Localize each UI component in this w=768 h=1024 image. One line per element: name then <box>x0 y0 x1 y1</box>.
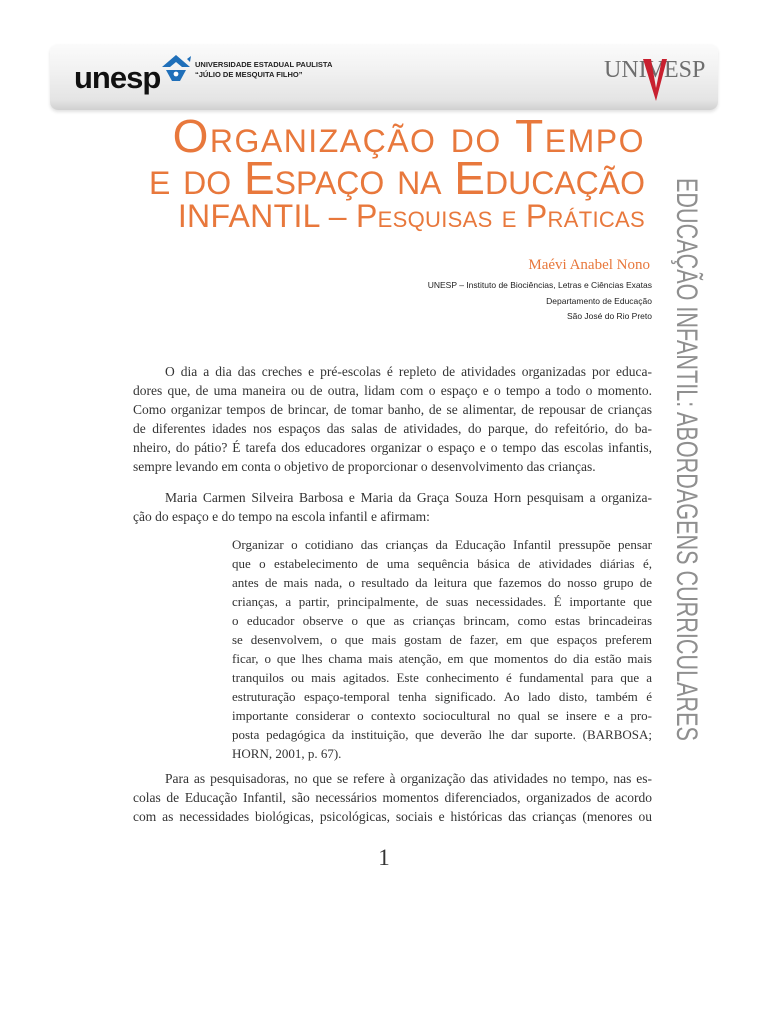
univesp-v-icon <box>642 56 668 102</box>
text-line: Para as pesquisadoras, no que se refere à organização das atividades no tempo, nas es- <box>165 771 652 786</box>
unesp-logo: unesp <box>74 60 161 95</box>
title-line: e do Espaço na Educação <box>149 152 645 204</box>
affiliation-line: São José do Rio Preto <box>566 311 652 321</box>
block-quote <box>232 535 652 763</box>
university-subtitle: “JÚLIO DE MESQUITA FILHO” <box>195 70 303 79</box>
unesp-mark-icon <box>160 53 192 83</box>
title-line: INFANTIL – Pesquisas e Práticas <box>177 198 645 234</box>
univesp-logo: UNIVESP <box>604 57 706 83</box>
quote-line: antes de mais nada, o resultado da leitura que fazemos do nosso grupo de <box>232 575 652 590</box>
text-line: Como organizar tempos de brincar, de tomar banho, de se alimentar, de repousar de crianças <box>133 402 652 417</box>
text-line: ção do espaço e do tempo na escola infantil e afirmam: <box>133 509 430 524</box>
author-affiliation <box>428 278 652 325</box>
text-line: sempre levando em conta o objetivo de proporcionar o desenvolvimento das crianças. <box>133 459 596 474</box>
quote-line: que o estabelecimento de uma sequência básica de atividades diárias é, <box>232 556 652 571</box>
quote-line: o educador observe o que as crianças brincam, como estas brincadeiras <box>232 613 652 628</box>
quote-line: estruturação espaço-temporal tenha significado. Ao lado disto, também é <box>232 689 652 704</box>
quote-line: importante considerar o contexto sociocultural no qual se insere e a pro- <box>232 708 652 723</box>
text-line: Maria Carmen Silveira Barbosa e Maria da Graça Souza Horn pesquisam a organiza- <box>165 490 652 505</box>
quote-line: se desenvolvem, o que mais gostam de fazer, em que espaços preferem <box>232 632 652 647</box>
body-paragraph <box>133 362 652 476</box>
quote-line: Organizar o cotidiano das crianças da Educação Infantil pressupõe pensar <box>232 537 652 552</box>
text-line: com as necessidades biológicas, psicológicas, sociais e históricas das crianças (menores ou <box>133 809 652 824</box>
text-line: colas de Educação Infantil, são necessários momentos diferenciados, organizados de acordo <box>133 790 652 805</box>
quote-line: ficar, o que lhes chama mais atenção, em que momentos do dia estão mais <box>232 651 652 666</box>
side-title: EDUCAÇÃO INFANTIL: ABORDAGENS CURRICULARES <box>670 178 703 741</box>
body-paragraph <box>133 488 652 526</box>
text-line: nheiro, do pátio? É tarefa dos educadores organizar o espaço e o tempo das escolas infantis, <box>133 440 652 455</box>
university-name: UNIVERSIDADE ESTADUAL PAULISTA <box>195 60 333 69</box>
quote-line: tranquilos ou mais agitados. Este conhecimento é fundamental para que a <box>232 670 652 685</box>
quote-line: HORN, 2001, p. 67). <box>232 746 342 761</box>
quote-line: posta pedagógica da instituição, que deverão lhe dar suporte. (BARBOSA; <box>232 727 652 742</box>
text-line: dores que, de uma maneira ou de outra, lidam com o espaço e o tempo a todo o momento. <box>133 383 652 398</box>
title-line: Organização do Tempo <box>172 110 645 162</box>
body-paragraph <box>133 769 652 826</box>
affiliation-line: Departamento de Educação <box>546 295 652 306</box>
affiliation-line: UNESP – Instituto de Biociências, Letras e Ciências Exatas <box>427 280 652 290</box>
page-number: 1 <box>378 845 390 870</box>
quote-line: crianças, a partir, principalmente, de suas necessidades. É importante que <box>232 594 652 609</box>
text-line: de diferentes idades nos espaços das salas de atividades, do parque, do refeitório, do ba- <box>133 421 652 436</box>
author-name: Maévi Anabel Nono <box>528 257 650 273</box>
text-line: O dia a dia das creches e pré-escolas é repleto de atividades organizadas por educa- <box>165 364 652 379</box>
university-name-block <box>195 60 332 80</box>
